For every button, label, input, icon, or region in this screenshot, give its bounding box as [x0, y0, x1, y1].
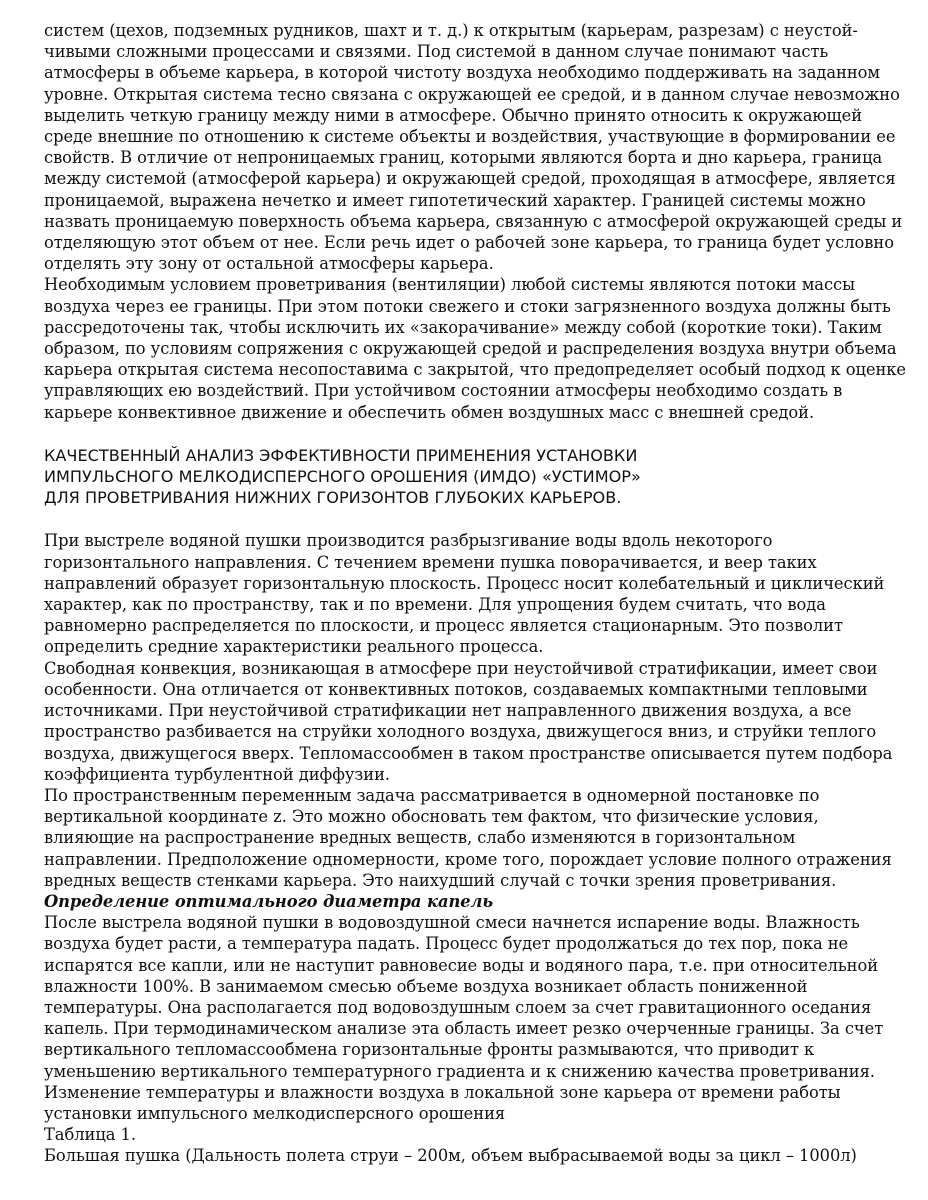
section-heading: [44, 445, 912, 509]
paragraph-evaporation: После выстрела водяной пушки в водовоздушной смеси начнется испарение воды. Влажность воздуха будет расти, а температура падать. Процесс будет продолжаться до тех пор, пока не испарятся все капли, или не наступит равновесие воды и водяного пара, т.е. при относительной влажности 100%. В занимаемом смесью объеме воздуха возникает область пониженной температуры. Она располагается под водовоздушным слоем за счет гравитационного оседания капель. При термодинамическом анализе эта область имеет резко очерченные границы. За счет вертикального тепломассообмена горизонтальные фронты размываются, что приводит к уменьшению вертикального температурного градиента и к снижению качества проветривания.: [44, 913, 884, 1081]
heading-line: ДЛЯ ПРОВЕТРИВАНИЯ НИЖНИХ ГОРИЗОНТОВ ГЛУБОКИХ КАРЬЕРОВ.: [44, 488, 622, 508]
paragraph-free-convection: Свободная конвекция, возникающая в атмосфере при неустойчивой стратификации, имеет свои особенности. Она отличается от конвективных потоков, создаваемых компактными тепловыми источниками. При неустойчивой стратификации нет направленного движения воздуха, а все пространство разбивается на струйки холодного воздуха, движущегося вниз, и струйки теплого воздуха, движущегося вверх. Тепломассообмен в таком пространстве описывается путем подбора коэффициента турбулентной диффузии.: [44, 658, 893, 784]
table-subtitle: Большая пушка (Дальность полета струи – 200м, объем выбрасываемой воды за цикл – 1000л): [44, 1146, 857, 1166]
paragraph-open-systems: систем (цехов, подземных рудников, шахт и т. д.) к открытым (карьерам, разрезам) с неустой-чивыми сложными процессами и связями. Под системой в данном случае понимают часть атмосферы в объеме карьера, в которой чистоту воздуха необходимо поддерживать на заданном уровне. Открытая система тесно связана с окружающей ее средой, и в данном случае невозможно выделить четкую границу между ними в атмосфере. Обычно принято относить к окружающей среде внешние по отношению к системе объекты и воздействия, участвующие в формировании ее свойств. В отличие от непроницаемых границ, которыми являются борта и дно карьера, граница между системой (атмосферой карьера) и окружающей средой, проходящая в атмосфере, является проницаемой, выражена нечетко и имеет гипотетический характер. Границей системы можно назвать проницаемую поверхность объема карьера, связанную с атмосферой окружающей среды и отделяющую этот объем от нее. Если речь идет о рабочей зоне карьера, то граница будет условно отделять эту зону от остальной атмосферы карьера.: [44, 21, 903, 274]
subheading-droplet-diameter: Определение оптимального диаметра капель: [44, 891, 494, 911]
paragraph-ventilation-condition: Необходимым условием проветривания (вентиляции) любой системы являются потоки массы воздуха через ее границы. При этом потоки свежего и стоки загрязненного воздуха должны быть рассредоточены так, чтобы исключить их «закорачивание» между собой (короткие токи). Таким образом, по условиям сопряжения с окружающей средой и распределения воздуха внутри объема карьера открытая система несопоставима с закрытой, что предопределяет особый подход к оценке управляющих ею воздействий. При устойчивом состоянии атмосферы необходимо создать в карьере конвективное движение и обеспечить обмен воздушных масс с внешней средой.: [44, 275, 906, 422]
document-page: [44, 20, 912, 1167]
paragraph-table-caption: Изменение температуры и влажности воздуха в локальной зоне карьера от времени работы установки импульсного мелкодисперсного орошения: [44, 1082, 841, 1123]
table-label: Таблица 1.: [44, 1125, 136, 1145]
heading-line: ИМПУЛЬСНОГО МЕЛКОДИСПЕРСНОГО ОРОШЕНИЯ (ИМДО) «УСТИМОР»: [44, 467, 641, 487]
heading-line: КАЧЕСТВЕННЫЙ АНАЛИЗ ЭФФЕКТИВНОСТИ ПРИМЕНЕНИЯ УСТАНОВКИ: [44, 445, 638, 465]
paragraph-water-cannon: При выстреле водяной пушки производится разбрызгивание воды вдоль некоторого горизонтального направления. С течением времени пушка поворачивается, и веер таких направлений образует горизонтальную плоскость. Процесс носит колебательный и циклический характер, как по пространству, так и по времени. Для упрощения будем считать, что вода равномерно распределяется по плоскости, и процесс является стационарным. Это позволит определить средние характеристики реального процесса.: [44, 531, 885, 657]
paragraph-one-dimensional: По пространственным переменным задача рассматривается в одномерной постановке по вертикальной координате z. Это можно обосновать тем фактом, что физические условия, влияющие на распространение вредных веществ, слабо изменяются в горизонтальном направлении. Предположение одномерности, кроме того, порождает условие полного отражения вредных веществ стенками карьера. Это наихудший случай с точки зрения проветривания.: [44, 785, 892, 890]
